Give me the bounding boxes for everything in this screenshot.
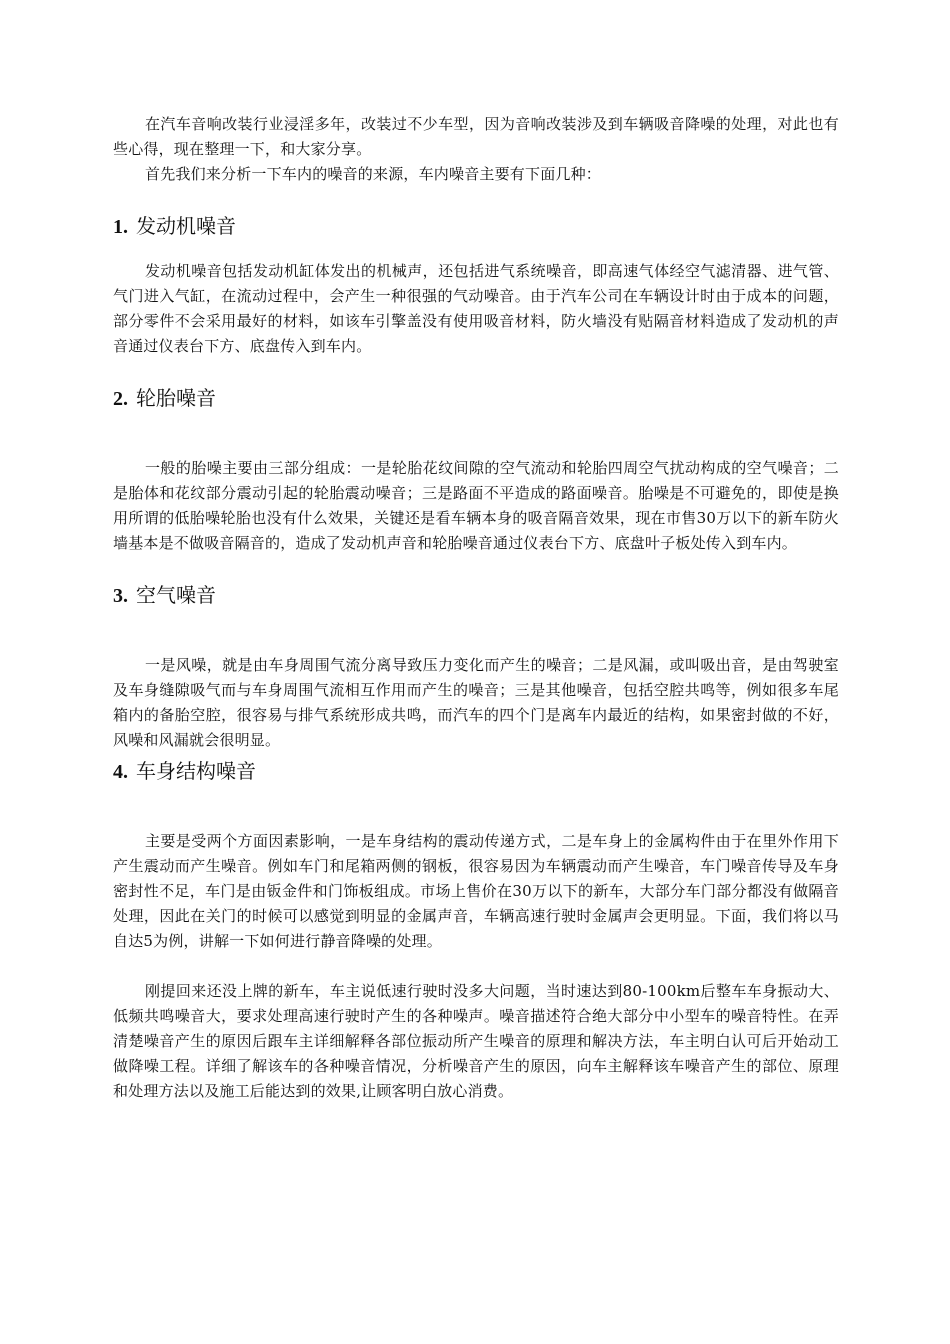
section-number: 4.	[113, 761, 128, 783]
section-heading-engine	[113, 212, 839, 241]
section-heading-air	[113, 581, 839, 610]
section-title: 轮胎噪音	[136, 386, 216, 410]
section-heading-tire	[113, 384, 839, 413]
section-title: 发动机噪音	[136, 214, 236, 238]
section-number: 2.	[113, 388, 128, 410]
section-title: 空气噪音	[136, 583, 216, 607]
document-page	[113, 112, 839, 1104]
section-number: 3.	[113, 585, 128, 607]
intro-paragraph-2: 首先我们来分析一下车内的噪音的来源，车内噪音主要有下面几种：	[145, 165, 602, 183]
section-title: 车身结构噪音	[136, 759, 256, 783]
tire-noise-paragraph: 一般的胎噪主要由三部分组成：一是轮胎花纹间隙的空气流动和轮胎四周空气扰动构成的空气噪音；二是胎体和花纹部分震动引起的轮胎震动噪音；三是路面不平造成的路面噪音。胎噪是不可避免的，即使是换用所谓的低胎噪轮胎也没有什么效果，关键还是看车辆本身的吸音隔音效果，现在市售30万以下的新车防火墙基本是不做吸音隔音的，造成了发动机声音和轮胎噪音通过仪表台下方、底盘叶子板处传入到车内。	[113, 459, 839, 552]
body-noise-paragraph-1: 主要是受两个方面因素影响，一是车身结构的震动传递方式，二是车身上的金属构件由于在里外作用下产生震动而产生噪音。例如车门和尾箱两侧的钢板，很容易因为车辆震动而产生噪音，车门噪音传导及车身密封性不足，车门是由钣金件和门饰板组成。市场上售价在30万以下的新车，大部分车门部分都没有做隔音处理，因此在关门的时候可以感觉到明显的金属声音，车辆高速行驶时金属声会更明显。下面，我们将以马自达5为例，讲解一下如何进行静音降噪的处理。	[113, 832, 839, 950]
section-heading-body	[113, 757, 839, 786]
engine-noise-paragraph: 发动机噪音包括发动机缸体发出的机械声，还包括进气系统噪音，即高速气体经空气滤清器、进气管、气门进入气缸，在流动过程中，会产生一种很强的气动噪音。由于汽车公司在车辆设计时由于成本的问题，部分零件不会采用最好的材料，如该车引擎盖没有使用吸音材料，防火墙没有贴隔音材料造成了发动机的声音通过仪表台下方、底盘传入到车内。	[113, 262, 839, 355]
air-noise-paragraph: 一是风噪，就是由车身周围气流分离导致压力变化而产生的噪音；二是风漏，或叫吸出音，是由驾驶室及车身缝隙吸气而与车身周围气流相互作用而产生的噪音；三是其他噪音，包括空腔共鸣等，例如很多车尾箱内的备胎空腔，很容易与排气系统形成共鸣，而汽车的四个门是离车内最近的结构，如果密封做的不好，风噪和风漏就会很明显。	[113, 656, 839, 749]
intro-paragraph-1: 在汽车音响改装行业浸淫多年，改装过不少车型，因为音响改装涉及到车辆吸音降噪的处理，对此也有些心得，现在整理一下，和大家分享。	[113, 115, 839, 158]
body-noise-paragraph-2: 刚提回来还没上牌的新车，车主说低速行驶时没多大问题，当时速达到80-100km后整车车身振动大、低频共鸣噪音大，要求处理高速行驶时产生的各种噪声。噪音描述符合绝大部分中小型车的噪音特性。在弄清楚噪音产生的原因后跟车主详细解释各部位振动所产生噪音的原理和解决方法，车主明白认可后开始动工做降噪工程。详细了解该车的各种噪音情况，分析噪音产生的原因，向车主解释该车噪音产生的部位、原理和处理方法以及施工后能达到的效果,让顾客明白放心消费。	[113, 982, 839, 1100]
section-number: 1.	[113, 216, 128, 238]
